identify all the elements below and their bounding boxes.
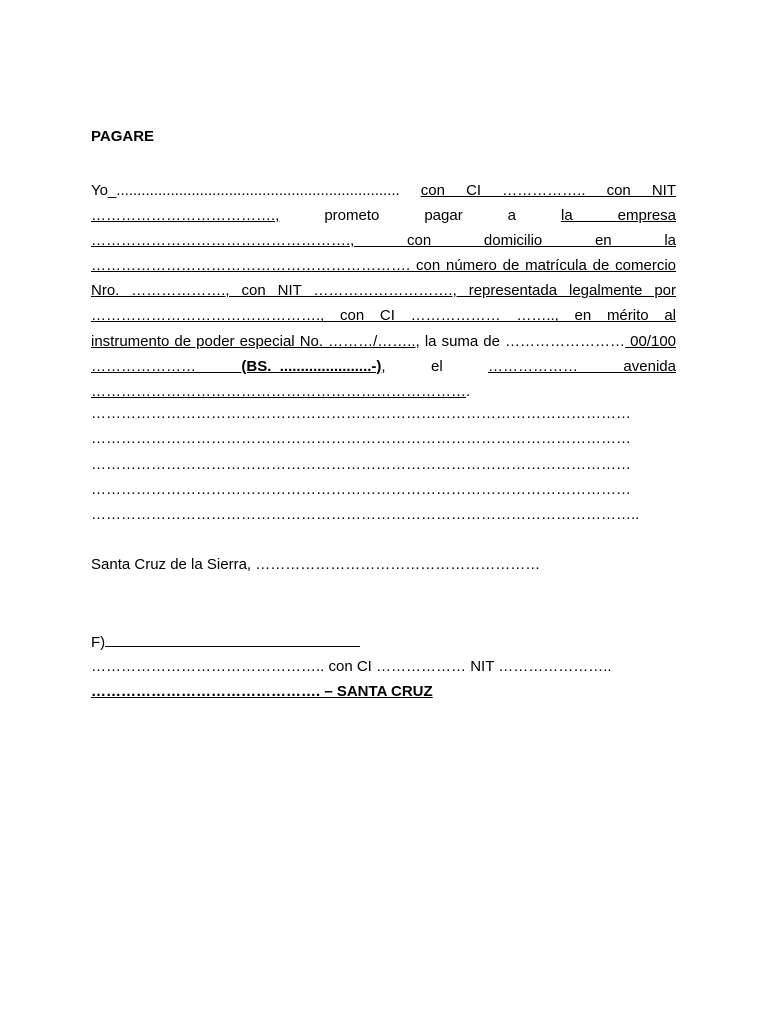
period: . (466, 382, 471, 400)
signature-line (91, 632, 360, 651)
place-date-line: Santa Cruz de la Sierra, ………………………………………………… (91, 556, 541, 573)
blank-line: ……………………………………………………………………………………………… (91, 405, 631, 422)
debtor-id-blanks: con CI …………….. con NIT ………………………………., (91, 182, 676, 225)
signer-id-line: ……………………………………….. con CI ……………… NIT ………………….. (91, 658, 612, 675)
amount-intro: , la suma de …………………… (415, 332, 626, 350)
amount-bs: (BS._......................-) (241, 357, 382, 375)
promise-text: prometo pagar a (279, 207, 561, 225)
signer-city-line: ………………………………………. – SANTA CRUZ (91, 683, 433, 700)
amount-cents: 00/100 ………………… (91, 332, 677, 375)
signature-rule (105, 632, 360, 647)
signature-prefix: F) (91, 634, 106, 651)
address-blanks: ……………… avenida ………………………………………………………………… (91, 357, 676, 400)
debtor-name-blank: Yo_.................................................................... (91, 182, 400, 199)
blank-line: ……………………………………………………………………………………………….. (91, 506, 640, 523)
blank-line: ……………………………………………………………………………………………… (91, 430, 631, 447)
blank-line: ……………………………………………………………………………………………… (91, 456, 631, 473)
blank-line: ……………………………………………………………………………………………… (91, 481, 631, 498)
promissory-text (91, 178, 676, 404)
company-details-blanks: la empresa ……………………………………………., con domicilio en la ………………………………………………………. con número de matrícula de comercio Nro. ………………., con NIT ………………………., representada legalmente por ………………………………………., con CI ……………… …….., en mérito al instrumento de poder especial No. ………/…….. (91, 207, 677, 350)
document-title: PAGARE (91, 128, 155, 145)
date-intro: , el (381, 357, 489, 375)
